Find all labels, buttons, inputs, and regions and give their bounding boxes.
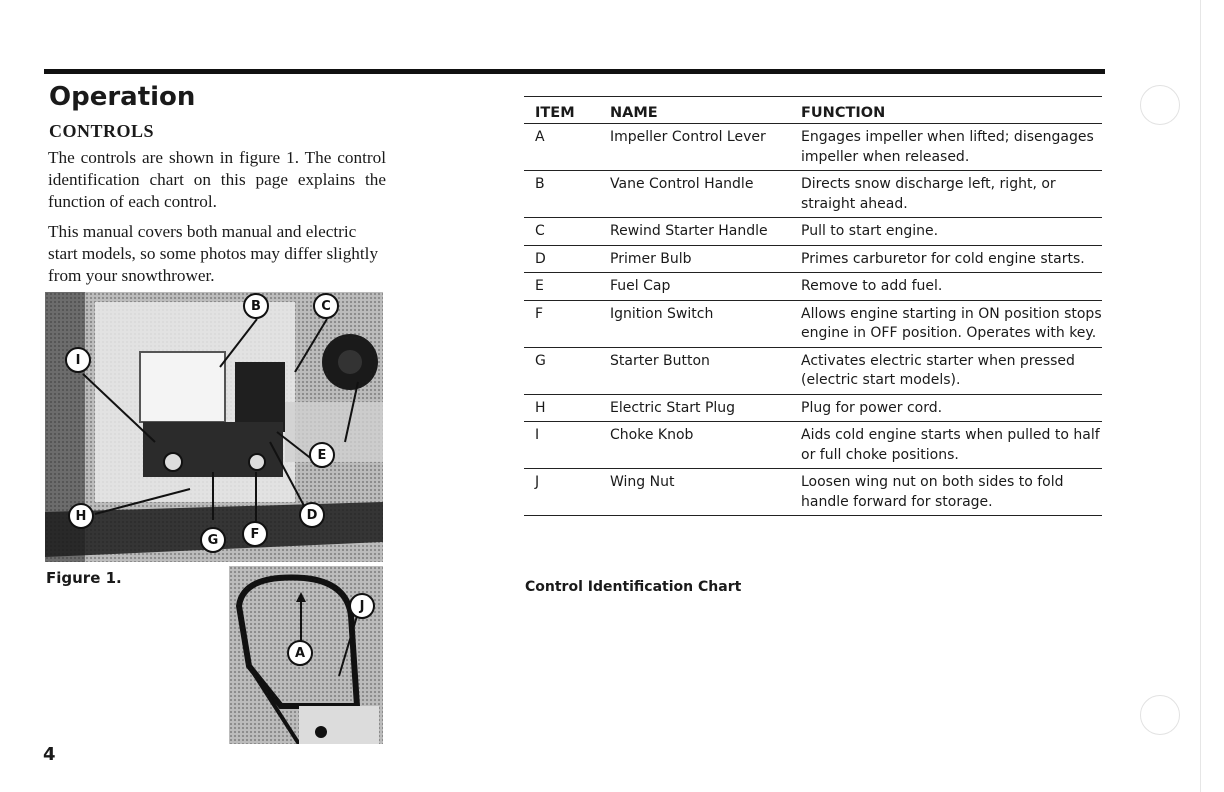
row-item: F	[535, 305, 544, 322]
row-name: Electric Start Plug	[610, 399, 736, 416]
row-function: Loosen wing nut on both sides to fold handle forward for storage.	[801, 474, 1064, 510]
handle-photo	[229, 566, 383, 744]
control-panel-photo	[45, 292, 383, 562]
chart-caption: Control Identification Chart	[525, 579, 742, 595]
chart-row	[524, 273, 1102, 301]
row-name: Primer Bulb	[610, 250, 692, 267]
row-name: Rewind Starter Handle	[610, 223, 768, 239]
callout-e: E	[309, 442, 335, 468]
figure-caption: Figure 1.	[46, 569, 122, 587]
row-function: Activates electric starter when pressed (electric start models).	[801, 352, 1075, 388]
row-item: E	[535, 278, 544, 294]
row-item: J	[535, 474, 540, 490]
row-name: Fuel Cap	[610, 278, 671, 294]
chart-row	[524, 347, 1102, 394]
callout-b: B	[243, 293, 269, 319]
chart-row	[524, 469, 1102, 516]
row-item: D	[535, 250, 546, 267]
top-rule	[44, 69, 1105, 74]
row-item: C	[535, 223, 545, 239]
callout-d: D	[299, 502, 325, 528]
row-name: Wing Nut	[610, 474, 675, 490]
binder-hole-top	[1140, 85, 1180, 125]
controls-heading: CONTROLS	[49, 121, 155, 141]
row-function: Primes carburetor for cold engine starts.	[801, 250, 1085, 267]
row-name: Impeller Control Lever	[610, 129, 766, 145]
row-item: I	[535, 427, 540, 443]
col-header-name: NAME	[610, 105, 658, 121]
intro-paragraph-1: The controls are shown in figure 1. The control identification chart on this page explains the function of each control.	[48, 148, 386, 211]
chart-row	[524, 124, 1102, 171]
row-item: A	[535, 129, 545, 145]
row-function: Aids cold engine starts when pulled to half or full choke positions.	[801, 427, 1100, 463]
callout-g: G	[200, 527, 226, 553]
section-title: Operation	[49, 82, 196, 112]
row-item: B	[535, 176, 545, 192]
row-name: Choke Knob	[610, 427, 694, 443]
intro-paragraph-2: This manual covers both manual and electric start models, so some photos may differ slightly from your snowthrower.	[48, 222, 379, 285]
row-name: Vane Control Handle	[610, 176, 754, 192]
callout-c: C	[313, 293, 339, 319]
chart-row	[524, 218, 1102, 246]
row-name: Starter Button	[610, 352, 710, 369]
col-header-function: FUNCTION	[801, 105, 886, 121]
row-item: H	[535, 399, 546, 416]
chart-row	[524, 171, 1102, 218]
callout-h: H	[68, 503, 94, 529]
col-header-item: ITEM	[535, 105, 575, 121]
row-function: Pull to start engine.	[801, 223, 939, 239]
control-identification-chart	[524, 96, 1102, 516]
chart-row	[524, 422, 1102, 469]
chart-row	[524, 394, 1102, 422]
page-edge-rule	[1200, 0, 1201, 792]
row-function: Engages impeller when lifted; disengages impeller when released.	[801, 129, 1094, 165]
callout-i: I	[65, 347, 91, 373]
row-function: Plug for power cord.	[801, 399, 943, 416]
callout-a: A	[287, 640, 313, 666]
row-function: Directs snow discharge left, right, or straight ahead.	[801, 176, 1056, 212]
row-function: Remove to add fuel.	[801, 278, 943, 294]
row-name: Ignition Switch	[610, 305, 714, 322]
callout-f: F	[242, 521, 268, 547]
chart-row	[524, 300, 1102, 347]
callout-j: J	[349, 593, 375, 619]
page-number: 4	[43, 744, 56, 765]
row-function: Allows engine starting in ON position stops engine in OFF position. Operates with key.	[801, 305, 1102, 341]
row-item: G	[535, 352, 546, 369]
binder-hole-bottom	[1140, 695, 1180, 735]
chart-header-row	[524, 97, 1102, 124]
chart-row	[524, 245, 1102, 273]
